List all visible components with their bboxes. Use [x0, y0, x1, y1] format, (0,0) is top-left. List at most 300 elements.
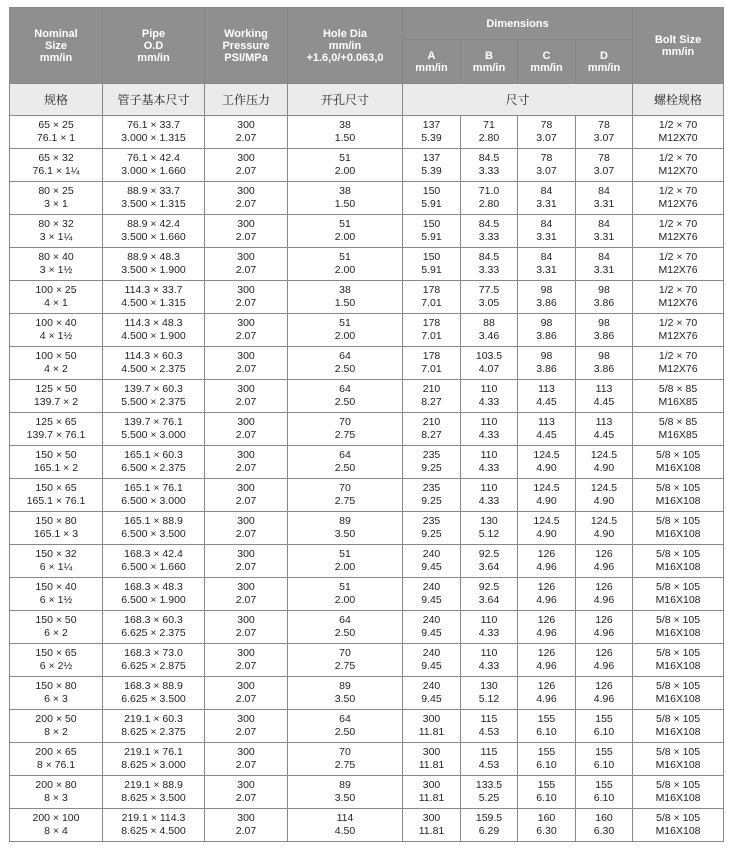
cell-dim-a [403, 149, 461, 182]
cell-value-metric: 300 [237, 647, 255, 659]
zh-header-pressure: 工作压力 [205, 84, 288, 116]
cell-value-metric: 71 [483, 119, 495, 131]
cell-value-metric: 219.1 × 88.9 [124, 779, 183, 791]
cell-pipe-od [103, 347, 205, 380]
cell-value-metric: 51 [339, 317, 351, 329]
cell-value-imperial: 2.07 [235, 429, 257, 441]
cell-value-metric: 219.1 × 114.3 [121, 812, 186, 824]
cell-dim-d [576, 281, 633, 314]
cell-value-imperial: 2.07 [235, 759, 257, 771]
cell-value-metric: 300 [237, 416, 255, 428]
cell-value-metric: 84.5 [478, 218, 500, 230]
cell-value-metric: 5/8 × 105 [656, 581, 701, 593]
cell-value-imperial: 4.90 [536, 462, 557, 474]
cell-value-imperial: 2.50 [334, 726, 356, 738]
cell-dim-a [403, 479, 461, 512]
cell-value-imperial: 2.07 [235, 198, 257, 210]
cell-dim-c [518, 776, 576, 809]
cell-value-metric: 139.7 × 60.3 [124, 383, 183, 395]
cell-nominal-size [10, 710, 103, 743]
cell-value-imperial: 3.05 [478, 297, 500, 309]
cell-value-metric: 210 [422, 383, 441, 395]
cell-value-imperial: 8.625 × 2.375 [121, 726, 186, 738]
cell-value-imperial: 2.75 [334, 495, 356, 507]
cell-dim-c [518, 809, 576, 842]
cell-value-metric: 300 [237, 746, 255, 758]
cell-bolt-size [633, 644, 724, 677]
cell-pipe-od [103, 743, 205, 776]
cell-value-imperial: 2.07 [235, 792, 257, 804]
cell-bolt-size [633, 677, 724, 710]
cell-value-imperial: 6.29 [478, 825, 500, 837]
cell-value-imperial: 5.39 [421, 165, 442, 177]
cell-value-imperial: 5.91 [421, 264, 442, 276]
cell-nominal-size [10, 479, 103, 512]
cell-value-imperial: 76.1 × 1 [36, 132, 76, 144]
cell-dim-c [518, 215, 576, 248]
cell-value-metric: 110 [480, 482, 498, 494]
cell-dim-a [403, 248, 461, 281]
cell-value-imperial: 3.33 [478, 165, 500, 177]
cell-value-imperial: 5.39 [421, 132, 442, 144]
table-row [10, 215, 724, 248]
cell-value-imperial: M16X108 [655, 462, 701, 474]
cell-value-imperial: 2.07 [235, 396, 257, 408]
cell-value-imperial: M16X108 [655, 561, 701, 573]
header-bolt-size: Bolt Size mm/in [633, 8, 724, 84]
cell-value-metric: 100 × 40 [35, 317, 77, 329]
cell-value-metric: 113 [595, 383, 613, 395]
cell-dim-a [403, 644, 461, 677]
cell-dim-d [576, 611, 633, 644]
cell-value-metric: 126 [537, 548, 556, 560]
cell-bolt-size [633, 281, 724, 314]
cell-value-imperial: 4.45 [536, 429, 557, 441]
cell-value-imperial: M12X76 [658, 264, 698, 276]
cell-bolt-size [633, 611, 724, 644]
cell-value-metric: 38 [339, 284, 351, 296]
cell-nominal-size [10, 743, 103, 776]
cell-nominal-size [10, 215, 103, 248]
cell-value-metric: 38 [339, 185, 351, 197]
cell-value-metric: 77.5 [478, 284, 500, 296]
specification-table [9, 7, 724, 842]
cell-value-metric: 168.3 × 60.3 [124, 614, 183, 626]
cell-value-imperial: 4.96 [593, 660, 615, 672]
cell-value-metric: 80 × 32 [38, 218, 74, 230]
cell-value-metric: 165.1 × 76.1 [124, 482, 183, 494]
cell-dim-a [403, 314, 461, 347]
cell-value-imperial: 3.64 [478, 561, 500, 573]
cell-working-pressure [205, 743, 288, 776]
cell-value-metric: 126 [537, 614, 556, 626]
cell-value-metric: 159.5 [475, 812, 503, 824]
cell-value-imperial: 165.1 × 3 [33, 528, 79, 540]
cell-value-imperial: 3 × 1 [44, 198, 68, 210]
cell-dim-a [403, 116, 461, 149]
cell-value-metric: 71.0 [478, 185, 500, 197]
cell-value-metric: 219.1 × 76.1 [124, 746, 183, 758]
cell-value-imperial: 2.50 [334, 363, 356, 375]
cell-value-metric: 64 [339, 614, 351, 626]
cell-value-imperial: M16X85 [658, 429, 698, 441]
cell-value-metric: 300 [422, 746, 441, 758]
cell-value-imperial: 5.25 [478, 792, 500, 804]
cell-value-imperial: 5.91 [421, 198, 442, 210]
cell-value-metric: 5/8 × 85 [658, 416, 698, 428]
cell-value-imperial: 7.01 [421, 330, 442, 342]
cell-value-metric: 5/8 × 105 [656, 713, 701, 725]
header-hole-dia: Hole Dia mm/in +1.6,0/+0.063,0 [288, 8, 403, 84]
cell-value-metric: 126 [595, 548, 613, 560]
cell-value-metric: 78 [540, 152, 553, 164]
cell-value-imperial: 139.7 × 2 [33, 396, 79, 408]
cell-working-pressure [205, 116, 288, 149]
cell-dim-d [576, 116, 633, 149]
cell-value-metric: 235 [422, 515, 441, 527]
cell-value-metric: 84 [598, 251, 610, 263]
cell-value-metric: 88.9 × 33.7 [127, 185, 180, 197]
cell-value-imperial: 3.07 [593, 132, 615, 144]
cell-bolt-size [633, 776, 724, 809]
cell-dim-d [576, 644, 633, 677]
table-body [10, 116, 724, 842]
cell-value-imperial: 8.625 × 3.000 [121, 759, 186, 771]
cell-dim-b [461, 248, 518, 281]
cell-value-imperial: 4.53 [478, 759, 500, 771]
cell-value-metric: 78 [540, 119, 553, 131]
cell-value-imperial: 3.31 [593, 264, 615, 276]
cell-value-metric: 1/2 × 70 [658, 251, 698, 263]
cell-value-metric: 126 [537, 647, 556, 659]
cell-value-imperial: 2.07 [235, 726, 257, 738]
cell-nominal-size [10, 314, 103, 347]
cell-hole-dia [288, 578, 403, 611]
cell-value-imperial: 5.12 [478, 693, 500, 705]
cell-dim-b [461, 182, 518, 215]
cell-value-metric: 178 [422, 350, 441, 362]
cell-value-metric: 100 × 25 [35, 284, 77, 296]
cell-value-metric: 84 [598, 218, 610, 230]
cell-value-imperial: 7.01 [421, 297, 442, 309]
cell-value-imperial: 6.10 [536, 792, 557, 804]
cell-value-metric: 115 [480, 746, 498, 758]
cell-value-metric: 124.5 [533, 449, 560, 461]
cell-value-imperial: 3.86 [593, 330, 615, 342]
cell-value-metric: 51 [339, 251, 351, 263]
cell-value-metric: 200 × 65 [35, 746, 77, 758]
cell-dim-c [518, 149, 576, 182]
cell-value-imperial: 2.80 [478, 132, 500, 144]
cell-value-metric: 1/2 × 70 [658, 218, 698, 230]
cell-value-metric: 113 [538, 416, 555, 428]
cell-dim-b [461, 116, 518, 149]
table-row [10, 710, 724, 743]
cell-dim-d [576, 248, 633, 281]
cell-value-metric: 124.5 [533, 515, 560, 527]
cell-nominal-size [10, 347, 103, 380]
cell-value-imperial: 3.50 [334, 528, 356, 540]
cell-bolt-size [633, 809, 724, 842]
cell-value-imperial: 3 × 1¼ [39, 231, 73, 243]
cell-dim-d [576, 809, 633, 842]
cell-pipe-od [103, 479, 205, 512]
cell-dim-b [461, 677, 518, 710]
cell-value-metric: 1/2 × 70 [658, 185, 698, 197]
cell-value-imperial: M16X108 [655, 660, 701, 672]
cell-value-metric: 80 × 25 [38, 185, 74, 197]
cell-value-metric: 300 [237, 449, 255, 461]
cell-value-imperial: 6.30 [593, 825, 615, 837]
cell-value-imperial: 4.500 × 1.900 [121, 330, 186, 342]
cell-hole-dia [288, 182, 403, 215]
cell-value-imperial: 2.07 [235, 660, 257, 672]
cell-value-metric: 300 [237, 614, 255, 626]
cell-nominal-size [10, 644, 103, 677]
cell-value-imperial: 3.50 [334, 693, 356, 705]
cell-value-metric: 98 [540, 317, 553, 329]
cell-working-pressure [205, 710, 288, 743]
cell-value-imperial: 6.500 × 1.900 [121, 594, 186, 606]
cell-value-imperial: 4.45 [536, 396, 557, 408]
cell-value-imperial: 3.07 [536, 132, 557, 144]
cell-pipe-od [103, 149, 205, 182]
cell-value-metric: 64 [339, 713, 351, 725]
cell-value-imperial: 3.50 [334, 792, 356, 804]
cell-value-metric: 300 [237, 251, 255, 263]
cell-value-imperial: 2.00 [334, 165, 356, 177]
cell-dim-a [403, 809, 461, 842]
table-row [10, 347, 724, 380]
table-row [10, 512, 724, 545]
cell-dim-d [576, 578, 633, 611]
cell-value-metric: 64 [339, 350, 351, 362]
cell-value-metric: 110 [480, 416, 498, 428]
cell-pipe-od [103, 545, 205, 578]
cell-dim-c [518, 182, 576, 215]
cell-dim-c [518, 710, 576, 743]
cell-bolt-size [633, 710, 724, 743]
cell-value-metric: 84.5 [478, 251, 500, 263]
cell-value-metric: 70 [339, 647, 351, 659]
cell-value-metric: 150 × 80 [35, 515, 77, 527]
cell-value-imperial: 6.10 [593, 792, 615, 804]
cell-working-pressure [205, 644, 288, 677]
cell-value-metric: 70 [339, 482, 351, 494]
cell-value-imperial: 2.07 [235, 165, 257, 177]
cell-value-imperial: 2.07 [235, 594, 257, 606]
cell-hole-dia [288, 479, 403, 512]
cell-value-metric: 160 [595, 812, 613, 824]
cell-value-imperial: 6 × 1¼ [39, 561, 73, 573]
cell-value-imperial: 6 × 1½ [39, 594, 73, 606]
cell-value-metric: 150 × 40 [35, 581, 77, 593]
cell-hole-dia [288, 413, 403, 446]
cell-value-metric: 113 [538, 383, 555, 395]
table-row [10, 776, 724, 809]
cell-value-imperial: 6.30 [536, 825, 557, 837]
cell-dim-c [518, 347, 576, 380]
cell-value-imperial: 4.500 × 2.375 [121, 363, 186, 375]
cell-value-imperial: 3.86 [536, 330, 557, 342]
cell-value-imperial: M12X76 [658, 231, 698, 243]
cell-hole-dia [288, 446, 403, 479]
cell-value-imperial: 2.80 [478, 198, 500, 210]
cell-dim-b [461, 611, 518, 644]
cell-dim-d [576, 677, 633, 710]
cell-dim-c [518, 314, 576, 347]
cell-value-metric: 5/8 × 105 [656, 647, 701, 659]
cell-value-metric: 300 [237, 119, 255, 131]
cell-value-metric: 126 [595, 680, 613, 692]
cell-value-metric: 300 [422, 812, 441, 824]
table-row [10, 182, 724, 215]
cell-value-metric: 5/8 × 105 [656, 515, 701, 527]
cell-value-imperial: 5.12 [478, 528, 500, 540]
cell-dim-d [576, 380, 633, 413]
cell-value-metric: 125 × 50 [35, 383, 77, 395]
cell-dim-d [576, 215, 633, 248]
cell-value-imperial: 2.07 [235, 528, 257, 540]
cell-value-metric: 51 [339, 581, 351, 593]
cell-value-imperial: 4.96 [536, 594, 557, 606]
cell-value-imperial: 3.33 [478, 264, 500, 276]
cell-value-imperial: 4.90 [536, 495, 557, 507]
cell-value-metric: 168.3 × 88.9 [124, 680, 183, 692]
cell-value-imperial: 3.86 [593, 363, 615, 375]
cell-dim-d [576, 182, 633, 215]
cell-value-imperial: 4.96 [536, 660, 557, 672]
cell-value-metric: 219.1 × 60.3 [124, 713, 183, 725]
cell-value-metric: 89 [339, 680, 351, 692]
cell-dim-a [403, 578, 461, 611]
cell-value-metric: 300 [422, 713, 441, 725]
cell-dim-d [576, 512, 633, 545]
cell-dim-d [576, 413, 633, 446]
cell-value-metric: 78 [598, 119, 610, 131]
cell-value-imperial: 2.75 [334, 429, 356, 441]
cell-value-metric: 114.3 × 33.7 [124, 284, 183, 296]
cell-value-imperial: 8 × 2 [44, 726, 68, 738]
header-dimensions: Dimensions [403, 8, 633, 40]
cell-value-imperial: 2.07 [235, 132, 257, 144]
cell-value-imperial: 5.91 [421, 231, 442, 243]
cell-value-metric: 65 × 32 [38, 152, 74, 164]
cell-value-imperial: 4.90 [593, 462, 615, 474]
cell-value-imperial: 8 × 3 [44, 792, 68, 804]
cell-pipe-od [103, 611, 205, 644]
cell-value-metric: 133.5 [475, 779, 503, 791]
cell-value-metric: 240 [422, 581, 441, 593]
cell-value-imperial: 11.81 [418, 726, 445, 738]
cell-dim-b [461, 281, 518, 314]
cell-value-imperial: 2.00 [334, 561, 356, 573]
table-row [10, 743, 724, 776]
cell-dim-c [518, 644, 576, 677]
cell-bolt-size [633, 314, 724, 347]
cell-dim-a [403, 677, 461, 710]
cell-value-imperial: M16X108 [655, 759, 701, 771]
cell-pipe-od [103, 215, 205, 248]
cell-value-imperial: 139.7 × 76.1 [26, 429, 86, 441]
cell-value-imperial: 4.90 [593, 495, 615, 507]
cell-value-metric: 51 [339, 218, 351, 230]
cell-value-metric: 155 [537, 746, 556, 758]
cell-value-metric: 114 [336, 812, 354, 824]
cell-hole-dia [288, 281, 403, 314]
cell-value-metric: 235 [422, 482, 441, 494]
cell-value-imperial: 2.00 [334, 594, 356, 606]
cell-dim-c [518, 677, 576, 710]
cell-pipe-od [103, 809, 205, 842]
cell-value-metric: 150 × 50 [35, 614, 77, 626]
cell-value-imperial: 3.07 [593, 165, 615, 177]
cell-nominal-size [10, 281, 103, 314]
cell-value-imperial: M16X108 [655, 825, 701, 837]
cell-value-metric: 5/8 × 105 [656, 482, 701, 494]
cell-dim-b [461, 347, 518, 380]
cell-nominal-size [10, 380, 103, 413]
cell-value-imperial: 6.10 [536, 726, 557, 738]
cell-value-imperial: 4.96 [593, 561, 615, 573]
cell-nominal-size [10, 677, 103, 710]
cell-working-pressure [205, 281, 288, 314]
cell-hole-dia [288, 512, 403, 545]
cell-value-imperial: 3.31 [593, 231, 615, 243]
cell-value-imperial: M16X108 [655, 693, 701, 705]
cell-working-pressure [205, 413, 288, 446]
cell-value-metric: 200 × 50 [35, 713, 77, 725]
cell-dim-b [461, 149, 518, 182]
cell-value-metric: 113 [595, 416, 613, 428]
cell-value-metric: 165.1 × 88.9 [124, 515, 183, 527]
cell-value-imperial: 4.96 [593, 627, 615, 639]
cell-value-imperial: 4.90 [536, 528, 557, 540]
cell-bolt-size [633, 380, 724, 413]
cell-value-imperial: 4.90 [593, 528, 615, 540]
cell-value-metric: 98 [598, 284, 610, 296]
cell-value-imperial: 2.07 [235, 297, 257, 309]
cell-value-metric: 80 × 40 [38, 251, 74, 263]
cell-dim-d [576, 776, 633, 809]
cell-value-imperial: 6 × 2 [44, 627, 68, 639]
cell-value-imperial: 4.53 [478, 726, 500, 738]
cell-working-pressure [205, 182, 288, 215]
cell-value-imperial: 2.50 [334, 462, 356, 474]
cell-value-imperial: 4.96 [593, 693, 615, 705]
cell-value-imperial: 11.81 [418, 825, 445, 837]
cell-value-imperial: 9.45 [421, 627, 442, 639]
cell-value-metric: 5/8 × 105 [656, 548, 701, 560]
cell-value-imperial: 6.500 × 2.375 [121, 462, 186, 474]
cell-nominal-size [10, 545, 103, 578]
cell-value-imperial: 1.50 [334, 132, 356, 144]
cell-nominal-size [10, 512, 103, 545]
cell-dim-c [518, 479, 576, 512]
cell-value-imperial: 4.500 × 1.315 [121, 297, 186, 309]
cell-value-imperial: 5.500 × 3.000 [121, 429, 186, 441]
cell-value-imperial: 7.01 [421, 363, 442, 375]
cell-value-imperial: M12X76 [658, 198, 698, 210]
cell-value-metric: 155 [537, 779, 556, 791]
cell-value-imperial: 3.500 × 1.660 [121, 231, 186, 243]
cell-pipe-od [103, 710, 205, 743]
cell-value-metric: 150 × 80 [35, 680, 77, 692]
cell-dim-c [518, 116, 576, 149]
cell-value-imperial: 6.500 × 3.000 [121, 495, 186, 507]
cell-value-metric: 150 × 50 [35, 449, 77, 461]
cell-value-metric: 300 [237, 383, 255, 395]
